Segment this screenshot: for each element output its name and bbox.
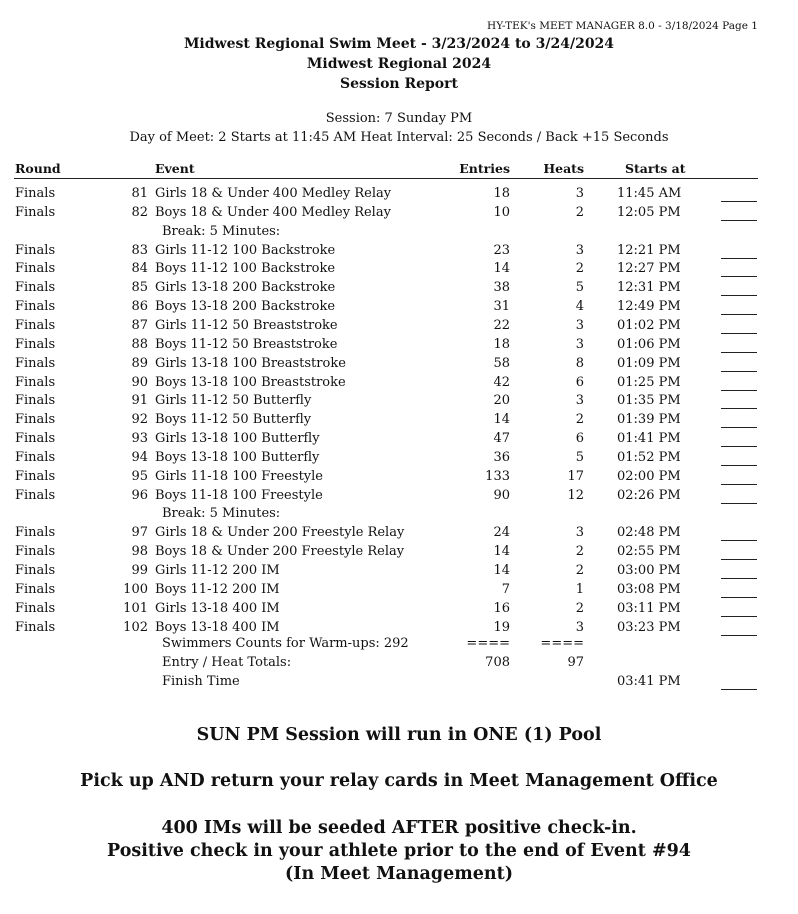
event-name-cell: Boys 13-18 100 Breaststroke [155, 374, 346, 390]
event-number-cell: 98 [131, 544, 148, 560]
event-row [0, 431, 798, 450]
blank-line [721, 427, 757, 428]
starts-cell: 01:09 PM [617, 355, 681, 371]
entries-separator: ==== [466, 636, 510, 651]
round-cell: Finals [15, 468, 56, 484]
event-name-cell: Boys 13-18 100 Butterfly [155, 449, 320, 465]
heats-cell: 3 [575, 186, 584, 201]
meet-title: Midwest Regional Swim Meet - 3/23/2024 to 3/24/2024 [183, 36, 615, 52]
blank-line [721, 333, 757, 334]
blank-line [721, 503, 757, 504]
finish-time: 03:41 PM [617, 674, 681, 689]
heats-cell: 4 [575, 299, 584, 315]
entries-cell: 18 [493, 336, 510, 352]
starts-cell: 03:23 PM [617, 619, 681, 635]
entries-cell: 14 [493, 412, 510, 428]
entries-cell: 36 [493, 449, 510, 465]
event-number-cell: 85 [131, 280, 148, 296]
starts-cell: 01:02 PM [617, 317, 681, 333]
break-row [0, 224, 798, 243]
blank-line [721, 295, 757, 296]
blank-line [721, 616, 757, 617]
round-cell: Finals [15, 186, 56, 201]
entries-cell: 90 [493, 487, 510, 503]
header-rule [14, 178, 758, 179]
event-number-cell: 87 [131, 317, 148, 333]
note-pool: SUN PM Session will run in ONE (1) Pool [196, 725, 602, 745]
note-im-seeding: 400 IMs will be seeded AFTER positive check-in. [161, 818, 637, 838]
entries-cell: 7 [501, 581, 510, 597]
entries-cell: 42 [493, 374, 510, 390]
event-row [0, 186, 798, 205]
heats-cell: 2 [575, 204, 584, 220]
round-cell: Finals [15, 393, 56, 409]
heats-cell: 3 [575, 336, 584, 352]
event-row [0, 469, 798, 488]
event-row [0, 337, 798, 356]
heats-cell: 3 [575, 619, 584, 635]
event-row [0, 601, 798, 620]
event-name-cell: Girls 18 & Under 400 Medley Relay [155, 186, 392, 201]
starts-cell: 12:27 PM [617, 261, 681, 277]
heats-cell: 8 [575, 355, 584, 371]
round-cell: Finals [15, 600, 56, 616]
event-name-cell: Girls 11-18 100 Freestyle [155, 468, 323, 484]
starts-cell: 02:26 PM [617, 487, 681, 503]
starts-cell: 03:00 PM [617, 563, 681, 578]
round-cell: Finals [15, 280, 56, 296]
entries-cell: 10 [493, 204, 510, 220]
starts-cell: 03:08 PM [617, 581, 681, 597]
warmup-count-label: Swimmers Counts for Warm-ups: 292 [162, 636, 409, 651]
blank-line [721, 220, 757, 221]
starts-cell: 02:00 PM [617, 468, 681, 484]
event-number-cell: 97 [131, 525, 148, 541]
note-relay-cards: Pick up AND return your relay cards in Meet Management Office [80, 771, 718, 791]
event-name-cell: Girls 11-12 100 Backstroke [155, 242, 336, 258]
blank-line [721, 390, 757, 391]
totals-label: Entry / Heat Totals: [162, 655, 292, 670]
event-row [0, 318, 798, 337]
round-cell: Finals [15, 619, 56, 635]
event-name-cell: Girls 13-18 400 IM [155, 600, 280, 616]
round-cell: Finals [15, 487, 56, 503]
event-row [0, 412, 798, 431]
entries-cell: 14 [493, 544, 510, 560]
event-number-cell: 96 [131, 487, 148, 503]
round-cell: Finals [15, 431, 56, 447]
round-cell: Finals [15, 355, 56, 371]
entries-cell: 18 [493, 186, 510, 201]
event-name-cell: Boys 11-12 50 Butterfly [155, 412, 312, 428]
heats-cell: 6 [575, 431, 584, 447]
blank-line [721, 465, 757, 466]
starts-cell: 03:11 PM [617, 600, 681, 616]
event-name-cell: Boys 13-18 200 Backstroke [155, 299, 336, 315]
event-number-cell: 89 [131, 355, 148, 371]
heats-cell: 5 [575, 449, 584, 465]
entries-cell: 31 [493, 299, 510, 315]
starts-cell: 01:52 PM [617, 449, 681, 465]
event-name-cell: Boys 18 & Under 200 Freestyle Relay [155, 544, 405, 560]
heats-cell: 3 [575, 393, 584, 409]
heats-cell: 3 [575, 525, 584, 541]
event-number-cell: 83 [131, 242, 148, 258]
blank-line [721, 352, 757, 353]
column-header-round: Round [15, 161, 61, 176]
starts-cell: 12:49 PM [617, 299, 681, 315]
round-cell: Finals [15, 412, 56, 428]
heats-cell: 2 [575, 412, 584, 428]
total-entries: 708 [485, 655, 510, 670]
entries-cell: 14 [493, 261, 510, 277]
round-cell: Finals [15, 204, 56, 220]
starts-cell: 01:25 PM [617, 374, 681, 390]
round-cell: Finals [15, 563, 56, 578]
heats-separator: ==== [540, 636, 584, 651]
blank-line [721, 314, 757, 315]
round-cell: Finals [15, 261, 56, 277]
round-cell: Finals [15, 544, 56, 560]
round-cell: Finals [15, 449, 56, 465]
event-row [0, 488, 798, 507]
round-cell: Finals [15, 336, 56, 352]
event-name-cell: Girls 13-18 100 Butterfly [155, 431, 320, 447]
entries-cell: 16 [493, 600, 510, 616]
heats-cell: 3 [575, 242, 584, 258]
note-meet-management: (In Meet Management) [285, 864, 513, 884]
event-name-cell: Boys 11-12 50 Breaststroke [155, 336, 338, 352]
day-info: Day of Meet: 2 Starts at 11:45 AM Heat Interval: 25 Seconds / Back +15 Seconds [129, 130, 669, 145]
heats-cell: 2 [575, 261, 584, 277]
heats-cell: 5 [575, 280, 584, 296]
starts-cell: 12:21 PM [617, 242, 681, 258]
starts-cell: 01:06 PM [617, 336, 681, 352]
event-row [0, 205, 798, 224]
round-cell: Finals [15, 581, 56, 597]
break-label: Break: 5 Minutes: [162, 506, 281, 522]
blank-line [721, 201, 757, 202]
column-header-entries: Entries [459, 161, 510, 176]
event-number-cell: 84 [131, 261, 148, 277]
starts-cell: 01:41 PM [617, 431, 681, 447]
warmup-count-row [0, 636, 798, 655]
entries-cell: 47 [493, 431, 510, 447]
heats-cell: 17 [567, 468, 584, 484]
event-number-cell: 86 [131, 299, 148, 315]
column-header-event: Event [155, 161, 195, 176]
event-name-cell: Girls 11-12 200 IM [155, 563, 280, 578]
heats-cell: 12 [567, 487, 584, 503]
starts-cell: 12:05 PM [617, 204, 681, 220]
event-row [0, 280, 798, 299]
event-row [0, 393, 798, 412]
entries-cell: 38 [493, 280, 510, 296]
finish-row [0, 674, 798, 693]
column-header-starts: Starts at [625, 161, 686, 176]
round-cell: Finals [15, 374, 56, 390]
event-name-cell: Girls 18 & Under 200 Freestyle Relay [155, 525, 405, 541]
blank-line [721, 371, 757, 372]
event-number-cell: 88 [131, 336, 148, 352]
break-label: Break: 5 Minutes: [162, 223, 281, 239]
heats-cell: 3 [575, 317, 584, 333]
event-row [0, 582, 798, 601]
event-row [0, 525, 798, 544]
entries-cell: 58 [493, 355, 510, 371]
event-number-cell: 92 [131, 412, 148, 428]
totals-row [0, 655, 798, 674]
event-name-cell: Boys 18 & Under 400 Medley Relay [155, 204, 391, 220]
event-name-cell: Girls 13-18 100 Breaststroke [155, 355, 346, 371]
heats-cell: 2 [575, 563, 584, 578]
event-name-cell: Boys 11-12 200 IM [155, 581, 280, 597]
event-row [0, 563, 798, 582]
blank-line [721, 276, 757, 277]
round-cell: Finals [15, 299, 56, 315]
event-number-cell: 82 [131, 204, 148, 220]
event-name-cell: Boys 11-18 100 Freestyle [155, 487, 323, 503]
entries-cell: 14 [493, 563, 510, 578]
starts-cell: 01:35 PM [617, 393, 681, 409]
round-cell: Finals [15, 317, 56, 333]
meet-subtitle: Midwest Regional 2024 [306, 56, 492, 72]
blank-line [721, 540, 757, 541]
total-heats: 97 [567, 655, 584, 670]
session-info: Session: 7 Sunday PM [325, 111, 473, 126]
blank-line [721, 484, 757, 485]
heats-cell: 1 [575, 581, 584, 597]
event-number-cell: 100 [123, 581, 148, 597]
event-row [0, 356, 798, 375]
event-number-cell: 93 [131, 431, 148, 447]
column-header-heats: Heats [543, 161, 584, 176]
event-number-cell: 99 [131, 563, 148, 578]
event-row [0, 450, 798, 469]
event-row [0, 261, 798, 280]
event-row [0, 544, 798, 563]
event-row [0, 375, 798, 394]
event-number-cell: 81 [131, 186, 148, 201]
blank-line [721, 559, 757, 560]
event-name-cell: Girls 13-18 200 Backstroke [155, 280, 336, 296]
event-row [0, 299, 798, 318]
blank-line [721, 258, 757, 259]
blank-line [721, 578, 757, 579]
event-number-cell: 91 [131, 393, 148, 409]
starts-cell: 02:48 PM [617, 525, 681, 541]
note-check-in: Positive check in your athlete prior to the end of Event #94 [107, 841, 691, 861]
entries-cell: 23 [493, 242, 510, 258]
heats-cell: 2 [575, 600, 584, 616]
report-title: Session Report [339, 76, 458, 92]
starts-cell: 12:31 PM [617, 280, 681, 296]
event-row [0, 243, 798, 262]
software-header: HY-TEK's MEET MANAGER 8.0 - 3/18/2024 Page 1 [487, 20, 758, 32]
entries-cell: 19 [493, 619, 510, 635]
blank-line [721, 446, 757, 447]
event-name-cell: Girls 11-12 50 Butterfly [155, 393, 312, 409]
finish-label: Finish Time [162, 674, 240, 689]
entries-cell: 20 [493, 393, 510, 409]
entries-cell: 133 [485, 468, 510, 484]
event-name-cell: Boys 11-12 100 Backstroke [155, 261, 336, 277]
event-number-cell: 90 [131, 374, 148, 390]
starts-cell: 01:39 PM [617, 412, 681, 428]
starts-cell: 02:55 PM [617, 544, 681, 560]
entries-cell: 24 [493, 525, 510, 541]
round-cell: Finals [15, 525, 56, 541]
event-name-cell: Girls 11-12 50 Breaststroke [155, 317, 338, 333]
heats-cell: 6 [575, 374, 584, 390]
blank-line [721, 408, 757, 409]
entries-cell: 22 [493, 317, 510, 333]
break-row [0, 506, 798, 525]
event-number-cell: 102 [123, 619, 148, 635]
starts-cell: 11:45 AM [617, 186, 682, 201]
round-cell: Finals [15, 242, 56, 258]
event-number-cell: 95 [131, 468, 148, 484]
blank-line [721, 597, 757, 598]
finish-blank-line [721, 689, 757, 690]
event-number-cell: 101 [123, 600, 148, 616]
heats-cell: 2 [575, 544, 584, 560]
event-name-cell: Boys 13-18 400 IM [155, 619, 280, 635]
event-number-cell: 94 [131, 449, 148, 465]
